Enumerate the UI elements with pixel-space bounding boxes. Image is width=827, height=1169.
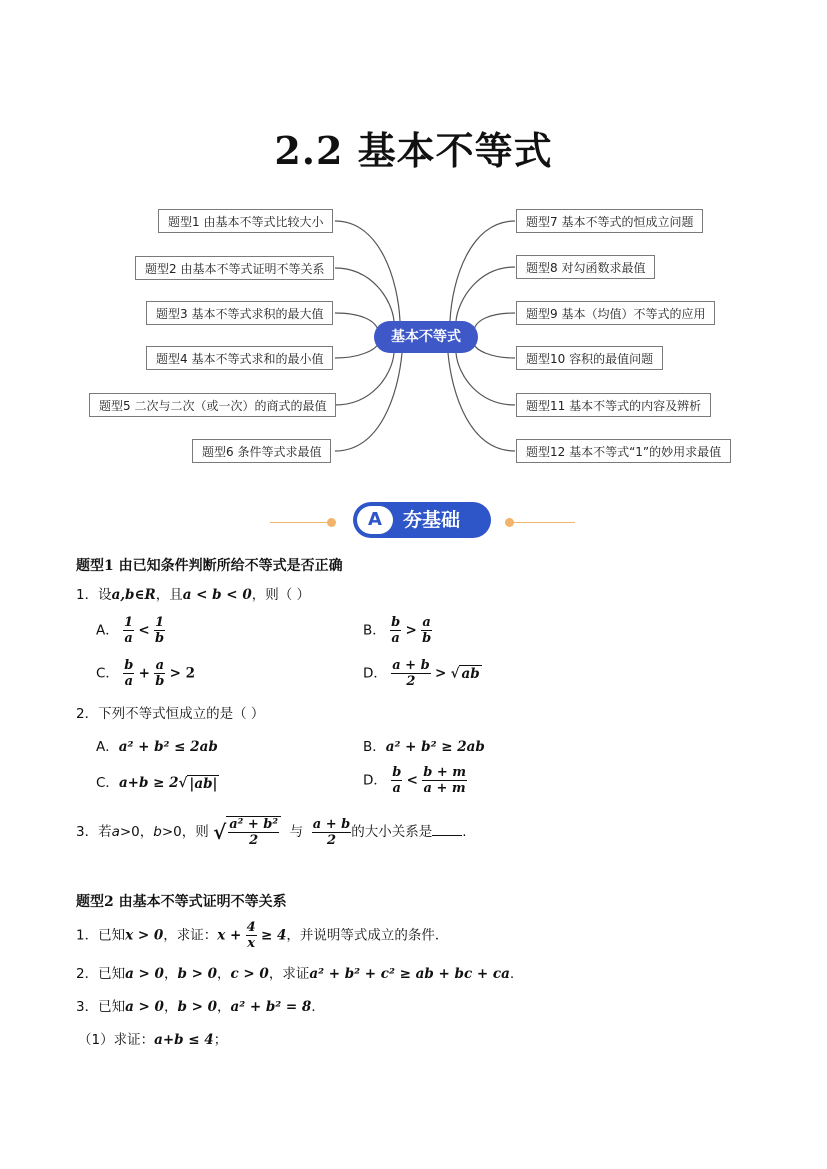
banner-letter: A (357, 506, 393, 534)
mindmap-node-left-4: 题型4 基本不等式求和的最小值 (146, 346, 333, 370)
banner-line-right (513, 522, 575, 523)
s1-q2-stem: 2．下列不等式恒成立的是（ ） (76, 706, 265, 722)
mindmap-node-right-10: 题型10 容积的最值问题 (516, 346, 663, 370)
section2-heading: 题型2 由基本不等式证明不等关系 (76, 894, 287, 910)
mindmap-node-left-2: 题型2 由基本不等式证明不等关系 (135, 256, 334, 280)
mindmap-node-left-1: 题型1 由基本不等式比较大小 (158, 209, 333, 233)
mindmap-node-right-12: 题型12 基本不等式“1”的妙用求最值 (516, 439, 731, 463)
answer-blank (432, 823, 462, 836)
s2-q3: 3．已知a > 0，b > 0，a² + b² = 8． (76, 999, 325, 1015)
s1-q2-option-c: C．a+b ≥ 2√ |ab| (96, 775, 218, 792)
section-banner (353, 502, 491, 538)
connector-left-4 (335, 344, 378, 358)
mindmap-node-right-11: 题型11 基本不等式的内容及辨析 (516, 393, 711, 417)
connector-right-4 (474, 344, 515, 358)
s1-q1-option-d: D． $\frac{a + b}{2}$ > √ ab (363, 658, 480, 689)
s1-q2-option-b: B．a² + b² ≥ 2ab (363, 739, 485, 755)
connector-left-6 (335, 353, 402, 451)
s2-q1: 1．已知x > 0，求证：x + $\frac{4}{x}$ ≥ 4，并说明等式成立的条件． (76, 920, 449, 951)
s1-q1-option-b: B． $\frac{b}{a}$ > $\frac{a}{b}$ (363, 615, 432, 646)
s1-q1-option-c: C． $\frac{b}{a}$ + $\frac{a}{b}$ > 2 (96, 658, 196, 689)
banner-dot-left (327, 518, 336, 527)
section1-heading: 题型1 由已知条件判断所给不等式是否正确 (76, 558, 343, 574)
page-title: 2.2 基本不等式 (274, 128, 553, 173)
mindmap-node-left-5: 题型5 二次与二次（或一次）的商式的最值 (89, 393, 336, 417)
s1-q2-option-d: D． $\frac{b}{a}$ < $\frac{b + m}{a + m}$ (363, 765, 466, 796)
s2-q3-part1: （1）求证：a+b ≤ 4； (78, 1032, 228, 1048)
mindmap-node-left-3: 题型3 基本不等式求积的最大值 (146, 301, 333, 325)
s1-q3: 3．若a>0，b>0，则 √ $\frac{\text{a² + b²}}{2}$ 与 $\frac{a + b}{2}$ 的大小关系是 . (76, 816, 467, 848)
connector-right-3 (474, 313, 515, 330)
banner-line-left (270, 522, 332, 523)
s1-q1-stem: 1．设a,b∈R，且a < b < 0，则（ ） (76, 587, 311, 603)
connector-left-5 (335, 353, 394, 405)
connector-right-5 (456, 353, 515, 405)
s2-q2: 2．已知a > 0，b > 0，c > 0，求证a² + b² + c² ≥ ab + bc + ca. (76, 966, 515, 982)
connector-right-6 (448, 353, 515, 451)
s1-q1-option-a: A． $\frac{1}{a}$ < $\frac{1}{b}$ (96, 615, 165, 646)
s1-q2-option-a: A．a² + b² ≤ 2ab (96, 739, 218, 755)
mindmap-node-left-6: 题型6 条件等式求最值 (192, 439, 331, 463)
mindmap-node-right-9: 题型9 基本（均值）不等式的应用 (516, 301, 715, 325)
mindmap-center-node: 基本不等式 (374, 321, 478, 353)
connector-left-3 (335, 313, 378, 330)
banner-label: 夯基础 (403, 509, 461, 531)
mindmap-node-right-8: 题型8 对勾函数求最值 (516, 255, 655, 279)
mindmap-node-right-7: 题型7 基本不等式的恒成立问题 (516, 209, 703, 233)
